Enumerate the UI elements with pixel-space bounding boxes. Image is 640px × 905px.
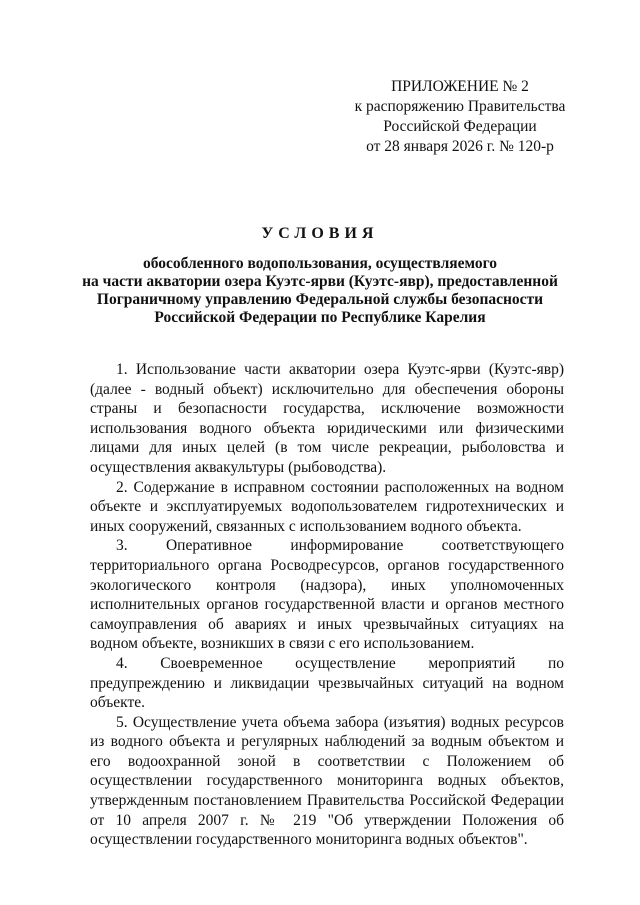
paragraph-5: 5. Осуществление учета объема забора (изъятия) водных ресурсов из водного объекта и регулярных наблюдений за водным объектом и его водоохранной зоной в соответствии с Положением об осуществлении государственного мониторинга водных объектов, утвержденным постановлением Правительства Российской Федерации от 10 апреля 2007 г. № 219 "Об утверждении Положения об осуществлении государственного мониторинга водных объектов". xyxy=(90,713,564,849)
document-subtitle xyxy=(70,255,570,327)
appendix-authority: Российской Федерации xyxy=(383,118,537,135)
paragraph-1: 1. Использование части акватории озера Куэтс-ярви (Куэтс-явр) (далее - водный объект) исключительно для обеспечения обороны страны и безопасности государства, исключение возможности использования водного объекта юридическими или физическими лицами для иных целей (в том числе рекреации, рыболовства и осуществления аквакультуры (рыбоводства). xyxy=(90,361,564,476)
appendix-order-ref: к распоряжению Правительства xyxy=(354,98,566,115)
subtitle-line-1: обособленного водопользования, осуществляемого xyxy=(142,255,498,272)
subtitle-line-3: Пограничному управлению Федеральной службы безопасности xyxy=(96,291,544,308)
appendix-header xyxy=(330,77,590,157)
subtitle-line-2: на части акватории озера Куэтс-ярви (Куэтс-явр), предоставленной xyxy=(82,273,558,290)
appendix-date-number: от 28 января 2026 г. № 120-р xyxy=(366,138,554,155)
paragraph-4: 4. Своевременное осуществление мероприятий по предупреждению и ликвидации чрезвычайных ситуаций на водном объекте. xyxy=(90,654,564,712)
appendix-number: ПРИЛОЖЕНИЕ № 2 xyxy=(391,78,529,95)
document-body xyxy=(90,360,564,850)
subtitle-line-4: Российской Федерации по Республике Карелия xyxy=(154,309,486,326)
paragraph-3: 3. Оперативное информирование соответствующего территориального органа Росводресурсов, органов государственного экологического контроля (надзора), иных уполномоченных исполнительных органов государственной власти и органов местного самоуправления об авариях и иных чрезвычайных ситуациях на водном объекте, возникших в связи с его использованием. xyxy=(90,537,564,653)
document-title: УСЛОВИЯ xyxy=(261,225,379,242)
paragraph-2: 2. Содержание в исправном состоянии расположенных на водном объекте и эксплуатируемых водопользователем гидротехнических и иных сооружений, связанных с использованием водного объекта. xyxy=(90,478,564,535)
